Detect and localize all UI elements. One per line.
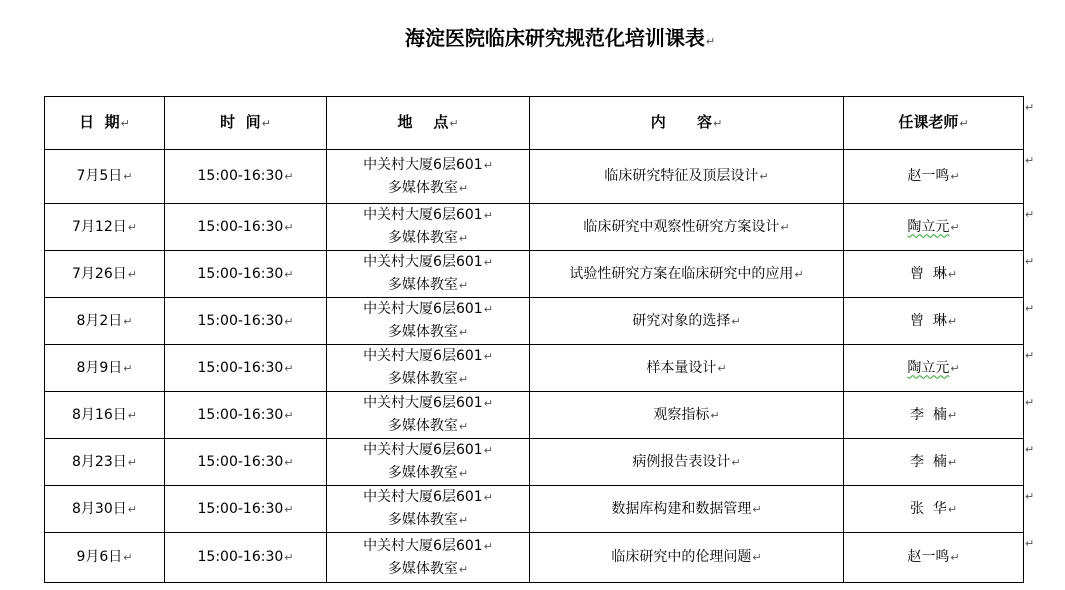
- content-text: 临床研究特征及顶层设计: [604, 168, 759, 184]
- table-row: [45, 298, 1024, 345]
- header-content: [530, 97, 844, 150]
- location-line2-text: 多媒体教室: [387, 230, 458, 246]
- date-cell: [45, 251, 165, 298]
- content-cell: [530, 345, 844, 392]
- time-cell: [165, 392, 327, 439]
- paragraph-mark-icon: ↵: [458, 326, 469, 339]
- teacher-text: 李 楠: [909, 406, 947, 423]
- teacher-text: 陶立元: [907, 359, 950, 376]
- teacher-text: 陶立元: [907, 218, 950, 235]
- location-line1-text: 中关村大厦6层601: [363, 207, 483, 223]
- teacher-text: 李 楠: [909, 453, 947, 470]
- header-time-label: 时 间: [220, 113, 261, 131]
- paragraph-mark-icon: ↵: [705, 35, 716, 48]
- content-cell: [530, 439, 844, 486]
- time-cell: [165, 150, 327, 204]
- location-line1-text: 中关村大厦6层601: [363, 489, 483, 505]
- location-line: [327, 462, 529, 485]
- teacher-text: 赵一鸣: [907, 549, 950, 565]
- time-text: 15:00-16:30: [197, 265, 284, 282]
- document-title: [0, 22, 1065, 51]
- paragraph-mark-icon: ↵: [458, 514, 469, 527]
- teacher-text: 张 华: [909, 500, 947, 517]
- table-row: [45, 345, 1024, 392]
- location-line: [327, 535, 529, 558]
- paragraph-mark-icon: ↵: [1025, 395, 1035, 409]
- table-row: [45, 392, 1024, 439]
- location-line: [327, 204, 529, 227]
- location-line1-text: 中关村大厦6层601: [363, 156, 483, 173]
- paragraph-mark-icon: ↵: [458, 467, 469, 480]
- date-cell: [45, 204, 165, 251]
- location-line: [327, 486, 529, 509]
- location-line: [327, 154, 529, 177]
- location-cell: [327, 150, 530, 204]
- teacher-cell: [844, 204, 1024, 251]
- content-cell: [530, 533, 844, 583]
- location-line: [327, 368, 529, 391]
- content-text: 数据库构建和数据管理: [611, 500, 752, 517]
- location-line: [327, 274, 529, 297]
- location-line2-text: 多媒体教室: [387, 324, 458, 340]
- content-cell: [530, 251, 844, 298]
- header-location-label: 地 点: [397, 113, 449, 131]
- paragraph-mark-icon: ↵: [284, 551, 294, 564]
- location-line2-text: 多媒体教室: [387, 465, 458, 481]
- time-cell: [165, 251, 327, 298]
- date-cell: [45, 486, 165, 533]
- location-line: [327, 251, 529, 274]
- paragraph-mark-icon: ↵: [1025, 254, 1035, 268]
- date-cell: [45, 345, 165, 392]
- date-cell: [45, 150, 165, 204]
- paragraph-mark-icon: ↵: [1025, 153, 1035, 167]
- paragraph-mark-icon: ↵: [1025, 442, 1035, 456]
- header-time: [165, 97, 327, 150]
- teacher-cell: [844, 486, 1024, 533]
- header-location: [327, 97, 530, 150]
- teacher-cell: [844, 251, 1024, 298]
- teacher-cell: [844, 392, 1024, 439]
- location-cell: [327, 298, 530, 345]
- location-line1-text: 中关村大厦6层601: [363, 395, 483, 411]
- teacher-text: 曾 琳: [909, 265, 947, 282]
- paragraph-mark-icon: ↵: [127, 220, 137, 234]
- paragraph-mark-icon: ↵: [759, 170, 769, 183]
- location-cell: [327, 486, 530, 533]
- paragraph-mark-icon: ↵: [284, 408, 294, 422]
- table-row: [45, 533, 1024, 583]
- paragraph-mark-icon: ↵: [458, 232, 469, 245]
- paragraph-mark-icon: ↵: [483, 444, 493, 457]
- schedule-table: [44, 96, 1024, 583]
- location-line: [327, 298, 529, 321]
- time-text: 15:00-16:30: [197, 406, 284, 423]
- paragraph-mark-icon: ↵: [123, 551, 133, 564]
- table-row: [45, 251, 1024, 298]
- paragraph-mark-icon: ↵: [284, 314, 294, 328]
- date-text: 8月30日: [72, 500, 127, 517]
- time-text: 15:00-16:30: [197, 359, 284, 376]
- location-line: [327, 177, 529, 200]
- paragraph-mark-icon: ↵: [120, 117, 130, 130]
- paragraph-mark-icon: ↵: [483, 256, 493, 269]
- paragraph-mark-icon: ↵: [1025, 489, 1035, 503]
- date-cell: [45, 533, 165, 583]
- paragraph-mark-icon: ↵: [947, 502, 958, 516]
- content-text: 研究对象的选择: [632, 312, 731, 329]
- content-text: 试验性研究方案在临床研究中的应用: [569, 265, 794, 282]
- paragraph-mark-icon: ↵: [483, 539, 493, 553]
- paragraph-mark-icon: ↵: [284, 361, 294, 375]
- paragraph-mark-icon: ↵: [261, 117, 271, 130]
- paragraph-mark-icon: ↵: [123, 361, 133, 375]
- location-line: [327, 509, 529, 532]
- content-text: 病例报告表设计: [632, 453, 731, 470]
- date-text: 8月23日: [72, 453, 127, 470]
- paragraph-mark-icon: ↵: [458, 279, 469, 292]
- paragraph-mark-icon: ↵: [752, 551, 762, 564]
- paragraph-mark-icon: ↵: [483, 303, 493, 316]
- paragraph-mark-icon: ↵: [950, 220, 960, 234]
- time-text: 15:00-16:30: [197, 549, 284, 565]
- paragraph-mark-icon: ↵: [458, 373, 469, 386]
- date-text: 7月12日: [72, 218, 127, 235]
- location-cell: [327, 533, 530, 583]
- header-row: [45, 97, 1024, 150]
- location-line2-text: 多媒体教室: [387, 277, 458, 293]
- date-text: 9月6日: [76, 549, 123, 565]
- time-text: 15:00-16:30: [197, 218, 284, 235]
- time-cell: [165, 298, 327, 345]
- content-cell: [530, 392, 844, 439]
- paragraph-mark-icon: ↵: [284, 502, 294, 516]
- paragraph-mark-icon: ↵: [284, 455, 294, 469]
- paragraph-mark-icon: ↵: [284, 170, 294, 183]
- location-line2-text: 多媒体教室: [387, 512, 458, 528]
- location-line: [327, 439, 529, 462]
- paragraph-mark-icon: ↵: [1025, 207, 1035, 221]
- content-cell: [530, 150, 844, 204]
- teacher-cell: [844, 533, 1024, 583]
- paragraph-mark-icon: ↵: [950, 170, 960, 183]
- paragraph-mark-icon: ↵: [752, 502, 762, 516]
- location-cell: [327, 345, 530, 392]
- paragraph-mark-icon: ↵: [710, 408, 720, 422]
- schedule-body: [45, 150, 1024, 583]
- paragraph-mark-icon: ↵: [1025, 536, 1035, 550]
- time-text: 15:00-16:30: [197, 168, 284, 184]
- location-line1-text: 中关村大厦6层601: [363, 442, 483, 458]
- location-line: [327, 345, 529, 368]
- time-cell: [165, 204, 327, 251]
- paragraph-mark-icon: ↵: [284, 267, 294, 281]
- location-line2-text: 多媒体教室: [387, 371, 458, 387]
- location-line1-text: 中关村大厦6层601: [363, 254, 483, 270]
- location-line2-text: 多媒体教室: [387, 560, 458, 577]
- paragraph-mark-icon: ↵: [1025, 100, 1035, 114]
- location-line2-text: 多媒体教室: [387, 179, 458, 196]
- paragraph-mark-icon: ↵: [794, 267, 804, 281]
- header-teacher-label: 任课老师: [898, 113, 959, 131]
- teacher-cell: [844, 345, 1024, 392]
- header-content-label: 内 容: [650, 113, 713, 131]
- location-cell: [327, 392, 530, 439]
- header-date: [45, 97, 165, 150]
- date-text: 7月5日: [76, 168, 123, 184]
- date-text: 8月16日: [72, 406, 127, 423]
- teacher-text: 赵一鸣: [907, 168, 950, 184]
- paragraph-mark-icon: ↵: [731, 314, 741, 328]
- location-line: [327, 415, 529, 438]
- paragraph-mark-icon: ↵: [947, 314, 958, 328]
- date-text: 8月2日: [76, 312, 123, 329]
- content-cell: [530, 486, 844, 533]
- time-cell: [165, 486, 327, 533]
- table-row: [45, 439, 1024, 486]
- paragraph-mark-icon: ↵: [1025, 348, 1035, 362]
- paragraph-mark-icon: ↵: [127, 267, 137, 281]
- paragraph-mark-icon: ↵: [127, 502, 137, 516]
- paragraph-mark-icon: ↵: [483, 158, 493, 172]
- paragraph-mark-icon: ↵: [483, 397, 493, 410]
- location-cell: [327, 204, 530, 251]
- paragraph-mark-icon: ↵: [947, 267, 958, 281]
- location-cell: [327, 439, 530, 486]
- date-text: 8月9日: [76, 359, 123, 376]
- paragraph-mark-icon: ↵: [483, 350, 493, 363]
- time-text: 15:00-16:30: [197, 500, 284, 517]
- paragraph-mark-icon: ↵: [731, 455, 741, 469]
- time-cell: [165, 533, 327, 583]
- header-date-label: 日 期: [79, 113, 120, 131]
- location-line1-text: 中关村大厦6层601: [363, 537, 483, 554]
- teacher-cell: [844, 439, 1024, 486]
- paragraph-mark-icon: ↵: [959, 117, 969, 130]
- paragraph-mark-icon: ↵: [780, 220, 790, 234]
- paragraph-mark-icon: ↵: [947, 408, 958, 422]
- date-cell: [45, 392, 165, 439]
- date-cell: [45, 298, 165, 345]
- paragraph-mark-icon: ↵: [950, 361, 960, 375]
- table-row: [45, 150, 1024, 204]
- location-line1-text: 中关村大厦6层601: [363, 301, 483, 317]
- paragraph-mark-icon: ↵: [458, 420, 469, 433]
- teacher-text: 曾 琳: [909, 312, 947, 329]
- table-row: [45, 204, 1024, 251]
- paragraph-mark-icon: ↵: [713, 117, 723, 130]
- paragraph-mark-icon: ↵: [483, 491, 493, 504]
- paragraph-mark-icon: ↵: [458, 562, 469, 576]
- content-text: 样本量设计: [646, 359, 717, 376]
- paragraph-mark-icon: ↵: [123, 314, 133, 328]
- date-cell: [45, 439, 165, 486]
- content-cell: [530, 204, 844, 251]
- paragraph-mark-icon: ↵: [284, 220, 294, 234]
- paragraph-mark-icon: ↵: [717, 361, 727, 375]
- paragraph-mark-icon: ↵: [127, 408, 137, 422]
- table-row: [45, 486, 1024, 533]
- location-line1-text: 中关村大厦6层601: [363, 348, 483, 364]
- paragraph-mark-icon: ↵: [127, 455, 137, 469]
- time-text: 15:00-16:30: [197, 453, 284, 470]
- location-line2-text: 多媒体教室: [387, 418, 458, 434]
- location-line: [327, 321, 529, 344]
- content-text: 观察指标: [653, 406, 710, 423]
- header-teacher: [844, 97, 1024, 150]
- content-text: 临床研究中观察性研究方案设计: [583, 218, 780, 235]
- content-cell: [530, 298, 844, 345]
- date-text: 7月26日: [72, 265, 127, 282]
- location-line: [327, 227, 529, 250]
- paragraph-mark-icon: ↵: [483, 209, 493, 222]
- time-text: 15:00-16:30: [197, 312, 284, 329]
- paragraph-mark-icon: ↵: [449, 117, 459, 130]
- paragraph-mark-icon: ↵: [123, 170, 133, 183]
- document-title-text: 海淀医院临床研究规范化培训课表: [404, 26, 705, 50]
- teacher-cell: [844, 150, 1024, 204]
- paragraph-mark-icon: ↵: [458, 181, 469, 195]
- paragraph-mark-icon: ↵: [950, 551, 960, 564]
- time-cell: [165, 345, 327, 392]
- content-text: 临床研究中的伦理问题: [611, 549, 752, 565]
- location-line: [327, 558, 529, 581]
- teacher-cell: [844, 298, 1024, 345]
- paragraph-mark-icon: ↵: [1025, 301, 1035, 315]
- location-line: [327, 392, 529, 415]
- time-cell: [165, 439, 327, 486]
- location-cell: [327, 251, 530, 298]
- paragraph-mark-icon: ↵: [947, 455, 958, 469]
